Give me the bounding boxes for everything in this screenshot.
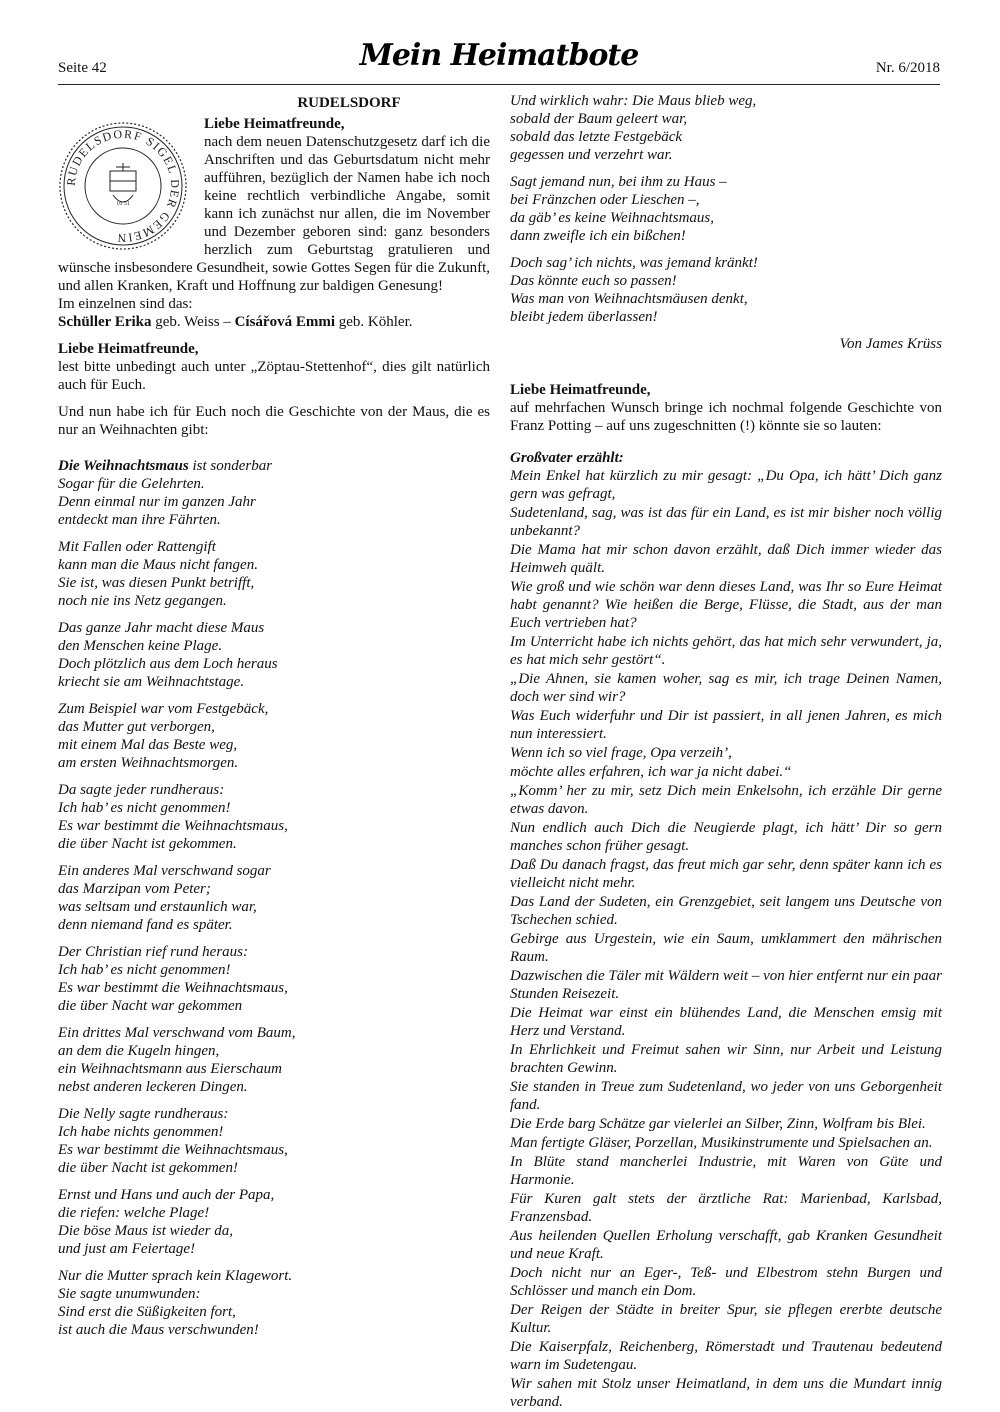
poem-line: Ich habe nichts genommen!	[58, 1124, 224, 1140]
poem-line: mit einem Mal das Beste weg,	[58, 737, 238, 753]
poem-stanza	[58, 862, 490, 934]
poem-stanza	[58, 1105, 490, 1177]
poem-line: Was man von Weihnachtsmäusen denkt,	[510, 291, 748, 307]
story-line: Wie groß und wie schön war denn dieses Land, was Ihr so Eure Heimat habt genannt? Wie heißen die Berge, Flüsse, die Stadt, aus der man Euch vertrieben hat?	[510, 579, 942, 631]
story-intro: Und nun habe ich für Euch noch die Geschichte von der Maus, die es nur an Weihnachten gibt:	[58, 404, 490, 438]
story-line: Nun endlich auch Dich die Neugierde plagt, ich hätt’ Dir so gern manches schon früher gesagt.	[510, 820, 942, 854]
poem-stanzas	[58, 538, 490, 1339]
list-intro: Im einzelnen sind das:	[58, 296, 193, 312]
issue-number: Nr. 6/2018	[875, 60, 940, 76]
story-line: In Blüte stand mancherlei Industrie, mit Waren von Güte und Harmonie.	[510, 1154, 942, 1188]
poem-line: und just am Feiertage!	[58, 1241, 196, 1257]
header-rule	[58, 84, 940, 85]
poem-stanza	[510, 92, 942, 164]
poem-line: kann man die Maus nicht fangen.	[58, 557, 258, 573]
page-header	[58, 38, 940, 84]
intro-paragraph: nach dem neuen Datenschutzgesetz darf ich die Anschriften und das Geburtsdatum nicht mehr aufführen, bezüglich der Namen habe ich noch keine rechtlich verbindliche Angabe, somit kann ich zunächst nur allen, die im November und Dezember geboren sind: ganz besonders herzlich zum Geburtstag gratulieren und wünsche insbesondere Gesundheit, sowie Gottes Segen für die Zukunft, und allen Kranken, Kraft und Hoffnung zur baldigen Genesung!	[58, 134, 490, 294]
poem-line: Denn einmal nur im ganzen Jahr	[58, 494, 256, 510]
poem-line: ist auch die Maus verschwunden!	[58, 1322, 259, 1338]
greeting-1: Liebe Heimatfreunde,	[204, 116, 345, 132]
masthead-title: Mein Heimatbote	[359, 38, 639, 73]
story-line: Für Kuren galt stets der ärztliche Rat: Marienbad, Karlsbad, Franzensbad.	[510, 1191, 942, 1225]
story-line: Mein Enkel hat kürzlich zu mir gesagt: „Du Opa, ich hätt’ Dich ganz gern was gefragt,	[510, 468, 942, 502]
poem-line: nebst anderen leckeren Dingen.	[58, 1079, 248, 1095]
poem-line: dann zweifle ich ein bißchen!	[510, 228, 686, 244]
poem-line: Doch plötzlich aus dem Loch heraus	[58, 656, 278, 672]
poem-line: da gäb’ es keine Weihnachtsmaus,	[510, 210, 714, 226]
poem-line: das Mutter gut verborgen,	[58, 719, 215, 735]
story-line: Man fertigte Gläser, Porzellan, Musikinstrumente und Spielsachen an.	[510, 1135, 933, 1151]
poem-first-line-rest: ist sonderbar	[188, 458, 273, 474]
poem-line: noch nie ins Netz gegangen.	[58, 593, 227, 609]
poem-line: Sie sagte unumwunden:	[58, 1286, 201, 1302]
poem-line: was seltsam und erstaunlich war,	[58, 899, 257, 915]
name-1: Schüller Erika	[58, 314, 152, 330]
story-line: Dazwischen die Täler mit Wäldern weit – von hier entfernt nur ein paar Stunden Reisezeit.	[510, 968, 942, 1002]
name-1-suffix: geb. Weiss –	[151, 314, 235, 330]
poem-line: denn niemand fand es später.	[58, 917, 233, 933]
poem-line: Doch sag’ ich nichts, was jemand kränkt!	[510, 255, 758, 271]
poem-line: die über Nacht war gekommen	[58, 998, 243, 1014]
poem-line: sobald der Baum geleert war,	[510, 111, 688, 127]
section-title: RUDELSDORF	[297, 95, 401, 111]
poem-stanza	[510, 254, 942, 326]
poem-line: gegessen und verzehrt war.	[510, 147, 673, 163]
poem-line: bei Fränzchen oder Lieschen –,	[510, 192, 700, 208]
story-line: „Die Ahnen, sie kamen woher, sag es mir, ich trage Deinen Namen, doch wer sind wir?	[510, 671, 942, 705]
poem-stanza	[58, 619, 490, 691]
story-line: Die Heimat war einst ein blühendes Land, die Menschen emsig mit Herz und Verstand.	[510, 1005, 942, 1039]
page-number: Seite 42	[58, 60, 107, 76]
poem-line: kriecht sie am Weihnachtstage.	[58, 674, 245, 690]
story-line: Was Euch widerfuhr und Dir ist passiert, in all jenen Jahren, es mich nun interessiert.	[510, 708, 942, 742]
name-2-suffix: geb. Köhler.	[335, 314, 413, 330]
poem-line: Das ganze Jahr macht diese Maus	[58, 620, 265, 636]
poem-line: Der Christian rief rund heraus:	[58, 944, 249, 960]
greeting-3: Liebe Heimatfreunde,	[510, 382, 651, 398]
story-line: Sudetenland, sag, was ist das für ein Land, es ist mir bisher noch völlig unbekannt?	[510, 505, 942, 539]
poem-stanzas-continued	[510, 92, 942, 326]
story-line: Die Erde barg Schätze gar vielerlei an Silber, Zinn, Wolfram bis Blei.	[510, 1116, 926, 1132]
poem-line: Ich hab’ es nicht genommen!	[58, 962, 231, 978]
poem-stanza	[510, 173, 942, 245]
poem-line: Und wirklich wahr: Die Maus blieb weg,	[510, 93, 757, 109]
poem-line: Es war bestimmt die Weihnachtsmaus,	[58, 1142, 288, 1158]
name-2: Císářová Emmi	[234, 314, 336, 330]
story-line: Wenn ich so viel frage, Opa verzeih’,	[510, 745, 732, 761]
poem-line: ein Weihnachtsmann aus Eierschaum	[58, 1061, 283, 1077]
poem-line: das Marzipan vom Peter;	[58, 881, 211, 897]
seal-year: 16 51	[116, 201, 130, 207]
poem-line: Es war bestimmt die Weihnachtsmaus,	[58, 980, 288, 996]
poem-stanza	[58, 943, 490, 1015]
poem-stanza	[58, 538, 490, 610]
story-line: Der Reigen der Städte in breiter Spur, sie pflegen ererbte deutsche Kultur.	[510, 1302, 942, 1336]
municipal-seal-icon	[58, 121, 188, 251]
note-paragraph: lest bitte unbedingt auch unter „Zöptau-Stettenhof“, dies gilt natürlich auch für Euch.	[58, 359, 490, 393]
poem-line: die über Nacht ist gekommen!	[58, 1160, 238, 1176]
poem-stanza	[58, 781, 490, 853]
poem-stanza	[58, 700, 490, 772]
story-line: Die Kaiserpfalz, Reichenberg, Römerstadt und Trautenau bedeutend warn im Sudetengau.	[510, 1339, 942, 1373]
poem-line: Mit Fallen oder Rattengift	[58, 539, 216, 555]
story-line: Wir sahen mit Stolz unser Heimatland, in dem uns die Mundart innig verband.	[510, 1376, 942, 1410]
story-line: Das Land der Sudeten, ein Grenzgebiet, seit langem uns Deutsche von Tschechen schied.	[510, 894, 942, 928]
poem-author: Von James Krüss	[839, 336, 942, 352]
poem-title: Die Weihnachtsmaus	[58, 458, 189, 474]
poem-line: an dem die Kugeln hingen,	[58, 1043, 220, 1059]
poem-line: Sie ist, was diesen Punkt betrifft,	[58, 575, 255, 591]
poem-line: sobald das letzte Festgebäck	[510, 129, 683, 145]
poem-line: am ersten Weihnachtsmorgen.	[58, 755, 239, 771]
poem-line: Sind erst die Süßigkeiten fort,	[58, 1304, 236, 1320]
poem-line: Ein anderes Mal verschwand sogar	[58, 863, 271, 879]
story-line: Sie standen in Treue zum Sudetenland, wo jeder von uns Geborgenheit fand.	[510, 1079, 942, 1113]
story-line: Doch nicht nur an Eger-, Teß- und Elbestrom stehn Burgen und Schlösser und manch ein Dom.	[510, 1265, 942, 1299]
poem-line: entdeckt man ihre Fährten.	[58, 512, 221, 528]
story-line: Im Unterricht habe ich nichts gehört, das hat mich sehr verwundert, ja, es hat mich sehr gestört“.	[510, 634, 942, 668]
poem-line: Sogar für die Gelehrten.	[58, 476, 205, 492]
right-column	[510, 92, 942, 1412]
poem-line: Ernst und Hans und auch der Papa,	[58, 1187, 275, 1203]
poem-line: die riefen: welche Plage!	[58, 1205, 210, 1221]
poem-line: Ich hab’ es nicht genommen!	[58, 800, 231, 816]
story-text	[510, 467, 942, 1411]
poem-stanza	[58, 1186, 490, 1258]
story-title: Großvater erzählt:	[510, 450, 624, 466]
story-line: „Komm’ her zu mir, setz Dich mein Enkelsohn, ich erzähle Dir gerne etwas davon.	[510, 783, 942, 817]
poem-line: Das könnte euch so passen!	[510, 273, 677, 289]
poem-line: Nur die Mutter sprach kein Klagewort.	[58, 1268, 293, 1284]
poem-stanza	[58, 1267, 490, 1339]
seal-ring-text: RUDELSDORF SIGEL DER GEMEIN	[63, 126, 183, 246]
poem-stanza	[58, 1024, 490, 1096]
poem-line: Die böse Maus ist wieder da,	[58, 1223, 233, 1239]
story-line: Gebirge aus Urgestein, wie ein Saum, umklammert den mährischen Raum.	[510, 931, 942, 965]
poem-line: Es war bestimmt die Weihnachtsmaus,	[58, 818, 288, 834]
greeting-2: Liebe Heimatfreunde,	[58, 341, 199, 357]
poem-line: Zum Beispiel war vom Festgebäck,	[58, 701, 269, 717]
poem-line: Ein drittes Mal verschwand vom Baum,	[58, 1025, 296, 1041]
potting-intro: auf mehrfachen Wunsch bringe ich nochmal folgende Geschichte von Franz Potting – auf uns zugeschnitten (!) könnte sie so lauten:	[510, 400, 942, 434]
poem-line: bleibt jedem überlassen!	[510, 309, 658, 325]
poem-line: die über Nacht ist gekommen.	[58, 836, 237, 852]
poem-line: den Menschen keine Plage.	[58, 638, 223, 654]
story-line: Aus heilenden Quellen Erholung verschafft, gab Kranken Gesundheit und neue Kraft.	[510, 1228, 942, 1262]
story-line: In Ehrlichkeit und Freimut sahen wir Sinn, nur Arbeit und Leistung brachten Gewinn.	[510, 1042, 942, 1076]
poem-line: Da sagte jeder rundheraus:	[58, 782, 225, 798]
story-line: Die Mama hat mir schon davon erzählt, daß Dich immer wieder das Heimweh quält.	[510, 542, 942, 576]
birthday-names	[58, 313, 490, 331]
poem-line: Die Nelly sagte rundheraus:	[58, 1106, 229, 1122]
poem-line: Sagt jemand nun, bei ihm zu Haus –	[510, 174, 727, 190]
story-line: Daß Du danach fragst, das freut mich gar sehr, denn später kann ich es vielleicht nicht mehr.	[510, 857, 942, 891]
poem-stanza	[58, 457, 490, 529]
left-column	[58, 92, 490, 1348]
story-line: möchte alles erfahren, ich war ja nicht dabei.“	[510, 764, 792, 780]
